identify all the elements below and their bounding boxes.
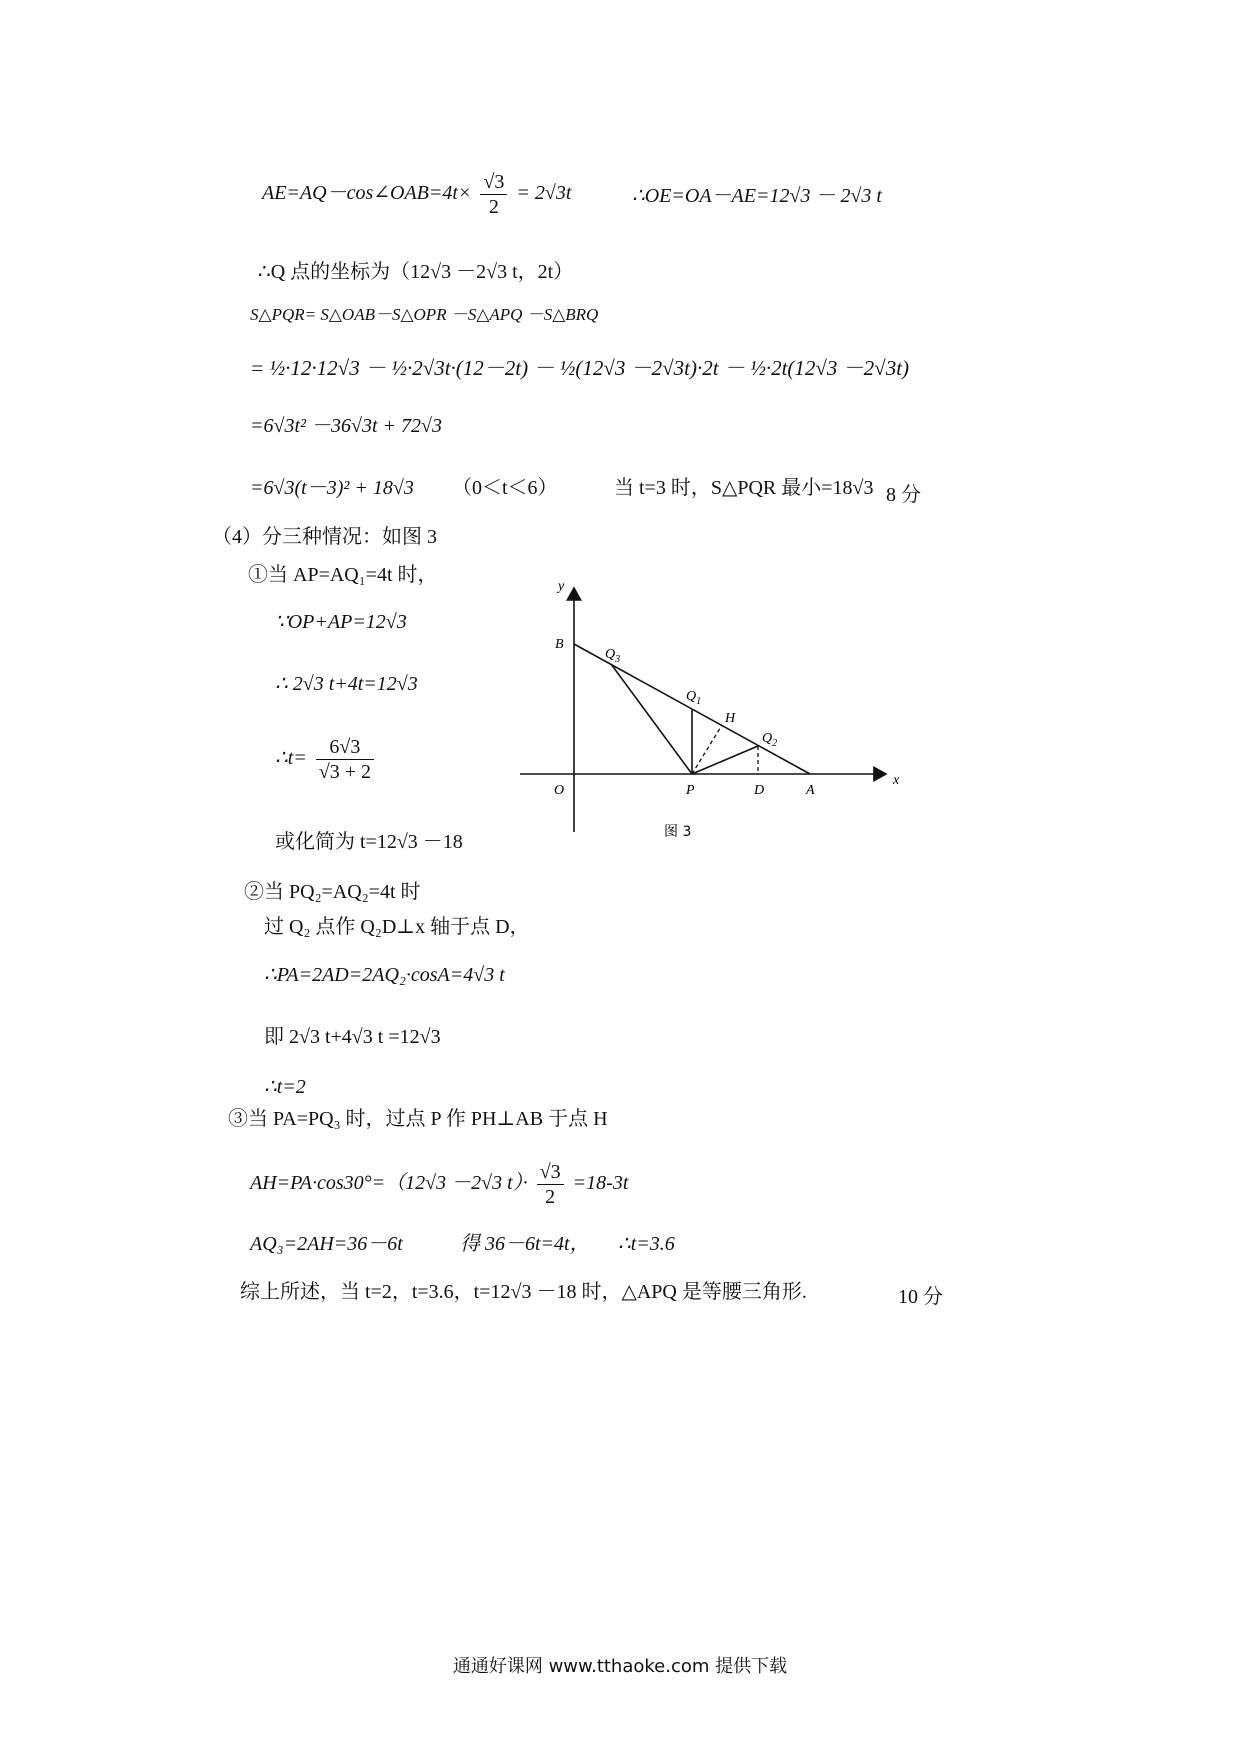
label-d: D xyxy=(754,783,765,798)
t-frac-denominator: √3 + 2 xyxy=(318,761,372,783)
line-area-simplified: =6√3t² －36√3t + 72√3 xyxy=(250,415,443,437)
t-fraction xyxy=(316,735,374,784)
ae-result: = 2√3t xyxy=(516,182,572,205)
segment-pq3 xyxy=(611,664,692,774)
label-q1 xyxy=(686,689,701,707)
case1-simplified: 或化简为 t=12√3 －18 xyxy=(275,831,463,853)
label-q1-main: Q xyxy=(686,689,697,704)
frac-denominator: 2 xyxy=(488,196,499,218)
score-10: 10 分 xyxy=(898,1286,943,1308)
case1-eq2: ∴ 2√3 t+4t=12√3 xyxy=(275,673,418,695)
line-area-vertex-form: =6√3(t－3)² + 18√3 xyxy=(250,477,414,499)
label-a: A xyxy=(806,783,815,798)
label-x: x xyxy=(893,773,900,788)
label-q2-sub: 2 xyxy=(772,738,778,749)
footer-source: 通通好课网 www.tthaoke.com 提供下载 xyxy=(452,1656,788,1677)
segment-pq2 xyxy=(692,746,758,774)
figure-3-diagram xyxy=(510,574,910,854)
line-oe: ∴OE=OA－AE=12√3 － 2√3 t xyxy=(632,185,882,207)
case1-solution xyxy=(275,735,378,784)
label-q3-main: Q xyxy=(605,647,616,662)
t-equals: ∴t= xyxy=(275,747,307,770)
label-p: P xyxy=(686,783,695,798)
line-t-range: （0＜t＜6） xyxy=(452,477,558,499)
line-area-sum: S△PQR= S△OAB－S△OPR －S△APQ －S△BRQ xyxy=(250,305,599,324)
segment-ph-dashed xyxy=(692,725,722,774)
line-ae xyxy=(262,170,571,219)
label-q3-sub: 3 xyxy=(615,654,621,665)
frac2-numerator: √3 xyxy=(537,1160,564,1185)
conclusion: 综上所述，当 t=2，t=3.6，t=12√3 －18 时，△APQ 是等腰三角形. xyxy=(240,1281,807,1303)
case2-solution: ∴t=2 xyxy=(264,1076,306,1098)
case2-eq1: ∴PA=2AD=2AQ₂·cosA=4√3 t xyxy=(264,964,505,986)
part4-heading: （4）分三种情况：如图 3 xyxy=(212,526,437,548)
case3-solution: ∴t=3.6 xyxy=(618,1233,675,1255)
label-y: y xyxy=(558,579,565,594)
case3-eq1 xyxy=(250,1160,628,1209)
line-area-expansion: = ½·12·12√3 － ½·2√3t·(12－2t) － ½(12√3 －2√3t)·2t － ½·2t(12√3 －2√3t) xyxy=(250,356,910,380)
sqrt3-over-2-fraction-2 xyxy=(537,1160,564,1209)
case1-heading: ①当 AP=AQ₁=4t 时， xyxy=(248,564,438,586)
figure-caption: 图 3 xyxy=(664,824,692,840)
label-q2-main: Q xyxy=(762,731,773,746)
case3-eq3: 得 36－6t=4t， xyxy=(460,1233,590,1255)
label-o: O xyxy=(554,783,565,798)
score-8: 8 分 xyxy=(886,484,921,506)
frac-numerator: √3 xyxy=(480,170,507,195)
case1-eq1: ∵OP+AP=12√3 xyxy=(275,611,407,633)
label-h: H xyxy=(725,711,736,726)
label-q2 xyxy=(762,731,777,749)
ah-result: =18-3t xyxy=(572,1172,629,1195)
ae-text: AE=AQ－cos∠OAB=4t× xyxy=(262,182,472,205)
case2-eq2: 即 2√3 t+4√3 t =12√3 xyxy=(264,1026,441,1048)
label-q1-sub: 1 xyxy=(696,696,702,707)
line-min-area: 当 t=3 时，S△PQR 最小=18√3 xyxy=(614,477,874,499)
frac2-denominator: 2 xyxy=(545,1186,556,1208)
t-frac-numerator: 6√3 xyxy=(316,735,374,760)
case3-eq2: AQ₃=2AH=36－6t xyxy=(250,1233,403,1255)
case2-heading: ②当 PQ₂=AQ₂=4t 时 xyxy=(244,881,421,903)
label-b: B xyxy=(555,637,564,652)
ah-text: AH=PA·cos30°=（12√3 －2√3 t）· xyxy=(250,1172,528,1195)
case2-construction: 过 Q₂ 点作 Q₂D⊥x 轴于点 D， xyxy=(264,916,530,938)
sqrt3-over-2-fraction xyxy=(480,170,507,219)
case3-heading: ③当 PA=PQ₃ 时，过点 P 作 PH⊥AB 于点 H xyxy=(228,1108,608,1130)
line-q-coords: ∴Q 点的坐标为（12√3 －2√3 t，2t） xyxy=(258,261,574,283)
